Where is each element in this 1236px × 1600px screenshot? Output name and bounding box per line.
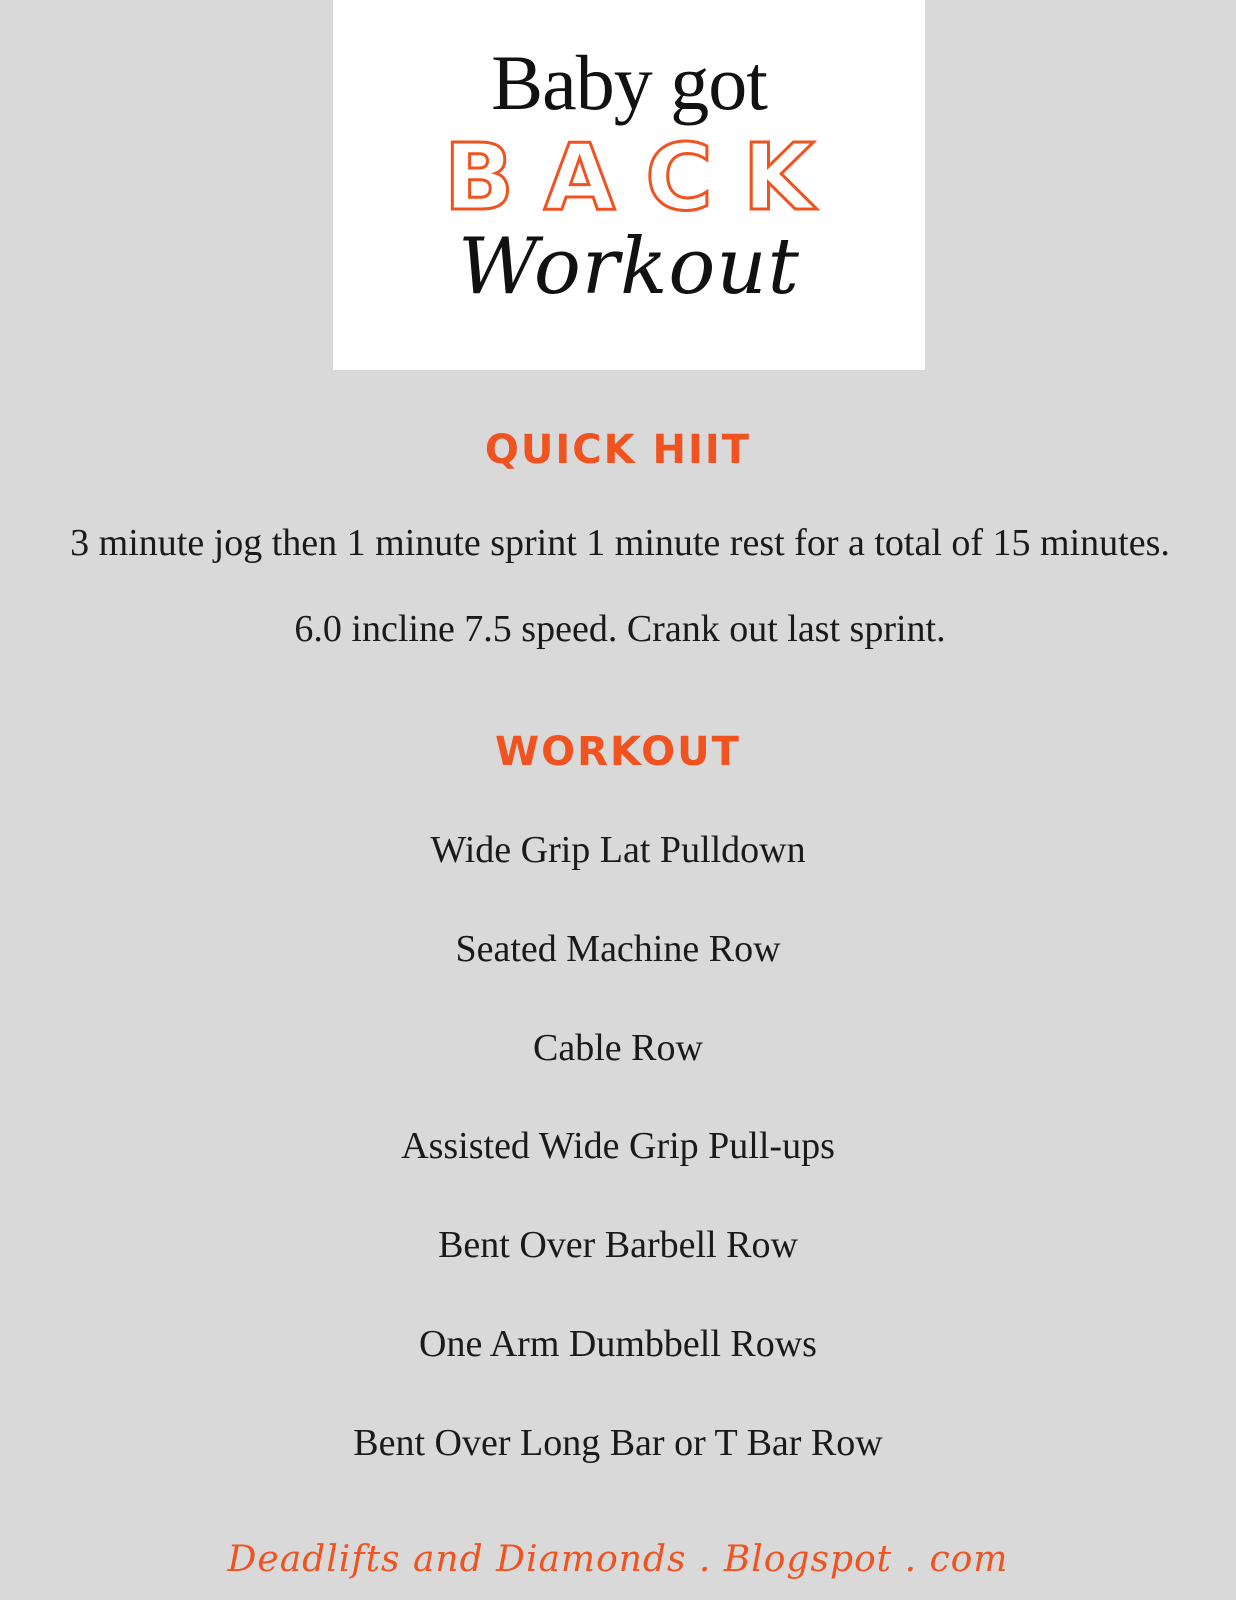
exercise-item: Seated Machine Row [455, 928, 781, 970]
exercise-item: One Arm Dumbbell Rows [419, 1323, 817, 1365]
exercise-item: Cable Row [533, 1027, 703, 1069]
quick-hiit-description: 3 minute jog then 1 minute sprint 1 minute rest for a total of 15 minutes. 6.0 incline 7.5 speed. Crank out last sprint. [70, 522, 1170, 650]
exercise-item: Bent Over Long Bar or T Bar Row [353, 1422, 883, 1464]
quick-hiit-heading: QUICK HIIT [484, 427, 752, 473]
title-card [333, 0, 925, 370]
workout-heading: WORKOUT [495, 729, 741, 775]
exercise-item: Bent Over Barbell Row [438, 1224, 798, 1266]
title-workout: Workout [458, 222, 800, 312]
exercise-item: Assisted Wide Grip Pull-ups [401, 1125, 835, 1167]
title-back: BACK [443, 124, 845, 231]
footer-blog-url: Deadlifts and Diamonds . Blogspot . com [227, 1539, 1009, 1580]
exercise-item: Wide Grip Lat Pulldown [430, 829, 806, 871]
title-baby-got: Baby got [491, 39, 767, 126]
